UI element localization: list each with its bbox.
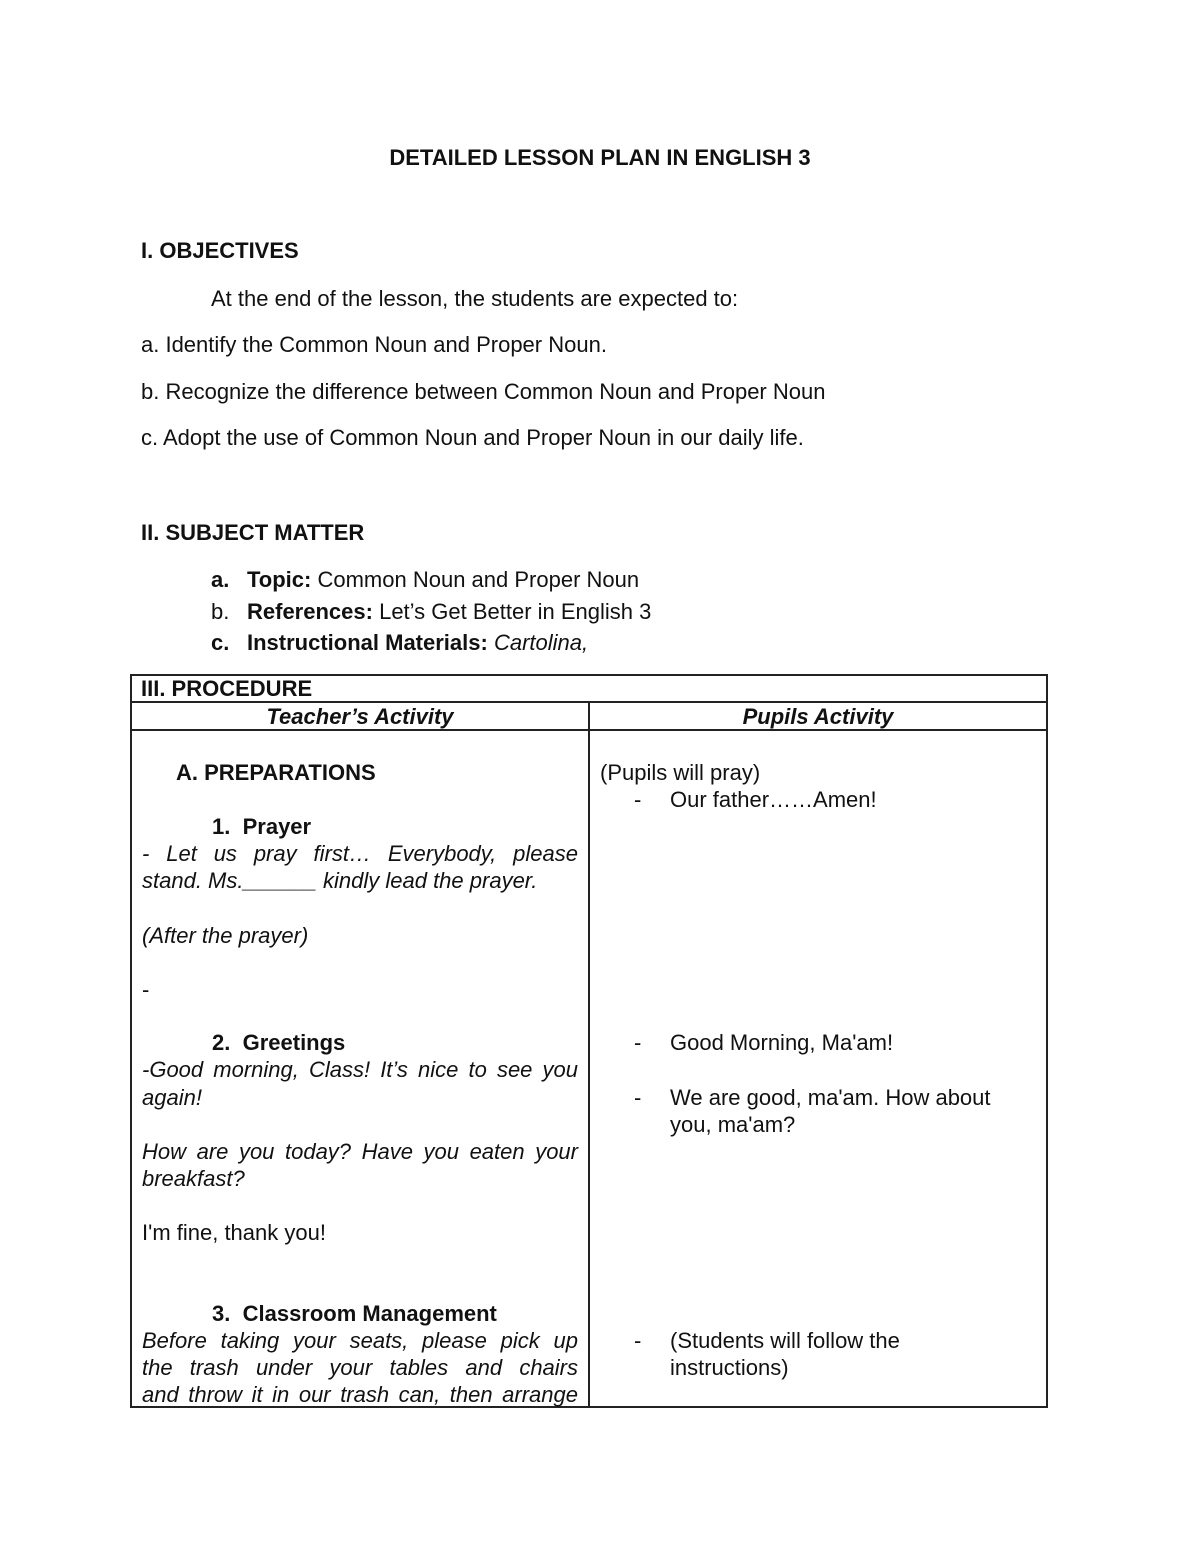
bullet-dash: - (634, 1030, 642, 1055)
subject-item-label: Topic: (247, 567, 312, 592)
pupils-follow-line-2: instructions) (670, 1355, 789, 1380)
subject-item-value: Common Noun and Proper Noun (317, 567, 640, 592)
greetings-line-1: -Good morning, Class! It’s nice to see you (142, 1057, 578, 1082)
pupils-we-are-good-line-1: We are good, ma'am. How about (670, 1085, 991, 1110)
bullet-dash: - (634, 1328, 642, 1353)
greetings-line-3: How are you today? Have you eaten your (142, 1139, 578, 1164)
pupils-we-are-good-line-2: you, ma'am? (670, 1112, 796, 1137)
classroom-line-2: the trash under your tables and chairs (142, 1355, 578, 1380)
teacher-activity-header: Teacher’s Activity (266, 704, 454, 729)
greetings-line-4: breakfast? (142, 1166, 245, 1191)
prayer-line-1: - Let us pray first… Everybody, please (142, 841, 578, 866)
procedure-table (130, 674, 1048, 1408)
subject-item-letter: a. (211, 567, 230, 592)
greetings-heading (212, 1029, 345, 1056)
prayer-heading (212, 813, 311, 840)
subject-item-label: References: (247, 599, 373, 624)
prayer-dash: - (142, 977, 150, 1002)
classroom-line-3: and throw it in our trash can, then arrange (142, 1382, 578, 1407)
subject-matter-heading: II. SUBJECT MATTER (141, 520, 365, 545)
subject-item-label: Instructional Materials: (247, 630, 488, 655)
objectives-heading: I. OBJECTIVES (141, 238, 299, 263)
subject-item-value: Cartolina, (493, 630, 589, 655)
greetings-title: Greetings (242, 1030, 346, 1055)
greetings-number: 2. (212, 1030, 231, 1055)
greetings-line-2: again! (142, 1085, 202, 1110)
subject-item-letter: c. (211, 630, 230, 655)
table-border-right (1046, 674, 1048, 1408)
objectives-intro: At the end of the lesson, the students are expected to: (211, 286, 739, 311)
pupils-our-father: Our father……Amen! (670, 787, 877, 812)
pupils-follow-line-1: (Students will follow the (670, 1328, 900, 1353)
page-title: DETAILED LESSON PLAN IN ENGLISH 3 (389, 145, 811, 170)
subject-item-materials (211, 632, 588, 654)
subject-item-references (211, 601, 651, 623)
classroom-number: 3. (212, 1301, 231, 1326)
bullet-dash: - (634, 1085, 642, 1110)
procedure-heading: III. PROCEDURE (141, 676, 313, 701)
pupils-good-morning: Good Morning, Ma'am! (670, 1030, 894, 1055)
objective-item-a: a. Identify the Common Noun and Proper Noun. (141, 332, 607, 357)
prayer-line-2: stand. Ms.______ kindly lead the prayer. (142, 868, 538, 893)
subject-item-letter: b. (211, 599, 230, 624)
prayer-title: Prayer (242, 814, 312, 839)
pupils-activity-header: Pupils Activity (742, 704, 894, 729)
prayer-number: 1. (212, 814, 231, 839)
classroom-management-heading (212, 1300, 497, 1327)
preparations-heading: A. PREPARATIONS (176, 760, 376, 785)
pupils-pray-note: (Pupils will pray) (600, 760, 761, 785)
subject-item-value: Let’s Get Better in English 3 (379, 599, 652, 624)
classroom-line-1: Before taking your seats, please pick up (142, 1328, 578, 1353)
bullet-dash: - (634, 787, 642, 812)
after-prayer-note: (After the prayer) (142, 923, 309, 948)
objective-item-b: b. Recognize the difference between Common Noun and Proper Noun (141, 379, 826, 404)
classroom-title: Classroom Management (242, 1301, 497, 1326)
table-column-divider (588, 701, 590, 1408)
objective-item-c: c. Adopt the use of Common Noun and Proper Noun in our daily life. (141, 425, 804, 450)
table-border-left (130, 674, 132, 1408)
greetings-line-5: I'm fine, thank you! (142, 1220, 326, 1245)
subject-item-topic (211, 569, 639, 591)
